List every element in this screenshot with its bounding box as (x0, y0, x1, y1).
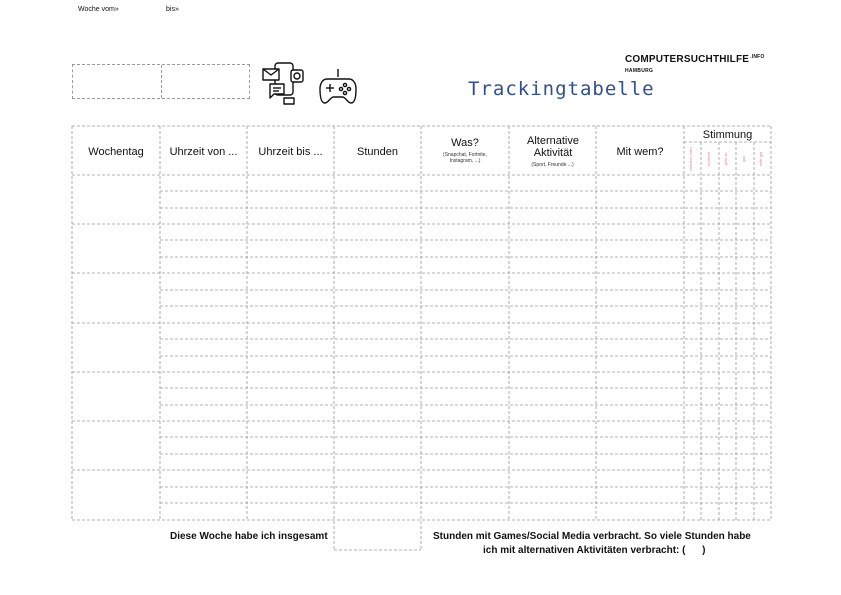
mood-label-1: ziemlich mies (688, 147, 693, 172)
week-to-label: bis» (166, 6, 179, 13)
col-header-stunden: Stunden (357, 146, 398, 158)
brand-city: HAMBURG (625, 68, 654, 74)
col-header-wochentag: Wochentag (88, 146, 144, 158)
footer-text-line-1: Stunden mit Games/Social Media verbracht. So viele Stunden habe (433, 531, 751, 542)
page-title: Trackingtabelle (468, 78, 655, 100)
week-from-label: Woche vom» (78, 6, 119, 13)
col-header-was-hint: (Snapchat, Fortnite, Instagram, ...) (443, 152, 487, 164)
footer-text-line-2: ich mit alternativen Aktivitäten verbracht: ( ) (483, 545, 706, 556)
footer-total-label: Diese Woche habe ich insgesamt (170, 531, 328, 542)
footer-total-hours-field[interactable] (335, 521, 420, 549)
col-header-uhrzeit-bis: Uhrzeit bis ... (258, 146, 323, 158)
col-header-stimmung: Stimmung (702, 129, 753, 141)
mood-label-5: sehr gut (758, 151, 763, 167)
col-header-alternative: Alternative Aktivität (527, 135, 579, 159)
mood-label-4: gut (741, 156, 746, 162)
col-header-mit-wem: Mit wem? (616, 146, 664, 158)
col-header-was: Was? (451, 137, 479, 149)
mood-label-2: schlecht (706, 151, 711, 167)
col-header-uhrzeit-von: Uhrzeit von ... (169, 146, 238, 158)
col-header-alternative-hint: (Sport, Freunde ...) (531, 162, 574, 168)
brand-logo: $COMPUTERSUCHTHILFE^{.INFO}$ (625, 54, 765, 65)
mood-label-3: geht so (723, 152, 728, 166)
